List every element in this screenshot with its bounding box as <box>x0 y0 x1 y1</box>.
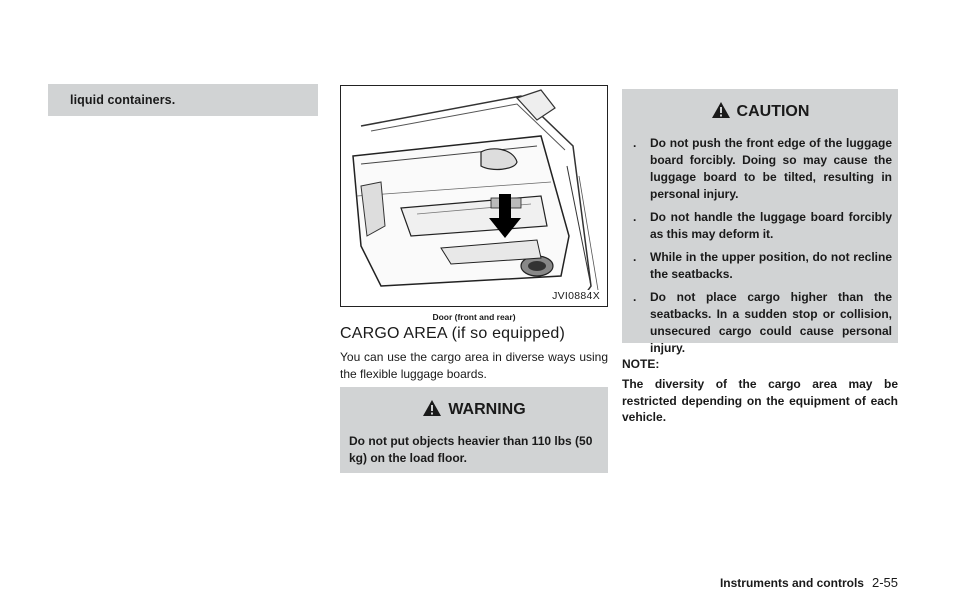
caution-item <box>630 135 892 203</box>
figure-code: JVI0884X <box>552 290 600 302</box>
caution-item <box>630 249 892 283</box>
section-intro: You can use the cargo area in diverse ways using the flexible luggage boards. <box>340 350 608 381</box>
caution-item <box>630 209 892 243</box>
door-panel-drawing <box>341 86 607 306</box>
warning-triangle-icon <box>422 399 442 417</box>
caution-item-text: While in the upper position, do not recline the seatbacks. <box>650 250 892 281</box>
warning-title: WARNING <box>448 401 526 418</box>
section-heading: CARGO AREA (if so equipped) <box>340 325 566 342</box>
note-body: The diversity of the cargo area may be restricted depending on the equipment of each vehicle. <box>622 377 898 424</box>
warning-triangle-icon <box>711 101 731 119</box>
caution-item-text: Do not place cargo higher than the seatbacks. In a sudden stop or collision, unsecured cargo could cause personal injury. <box>650 290 892 355</box>
page-footer <box>720 575 898 590</box>
caution-header <box>622 101 898 121</box>
caution-item <box>630 289 892 357</box>
warning-header <box>340 399 608 419</box>
continued-warning-box <box>48 84 318 116</box>
continued-warning-text: liquid containers. <box>70 93 176 107</box>
list-bullet: . <box>633 290 637 304</box>
caution-item-text: Do not handle the luggage board forcibly as this may deform it. <box>650 210 892 241</box>
page-number: 2-55 <box>871 575 898 590</box>
caution-title: CAUTION <box>736 103 810 120</box>
list-bullet: . <box>633 210 637 224</box>
figure-caption: Door (front and rear) <box>432 312 516 322</box>
note-label: NOTE: <box>622 357 660 371</box>
footer-section-title: Instruments and controls <box>719 576 864 590</box>
door-illustration <box>340 85 608 307</box>
caution-item-text: Do not push the front edge of the luggage board forcibly. Doing so may cause the luggage board to be tilted, resulting in personal injury. <box>650 136 892 201</box>
caution-box <box>622 89 898 355</box>
list-bullet: . <box>633 136 637 150</box>
warning-body: Do not put objects heavier than 110 lbs (50 kg) on the load floor. <box>349 434 593 465</box>
caution-list <box>630 135 892 363</box>
warning-box <box>340 387 608 473</box>
list-bullet: . <box>633 250 637 264</box>
